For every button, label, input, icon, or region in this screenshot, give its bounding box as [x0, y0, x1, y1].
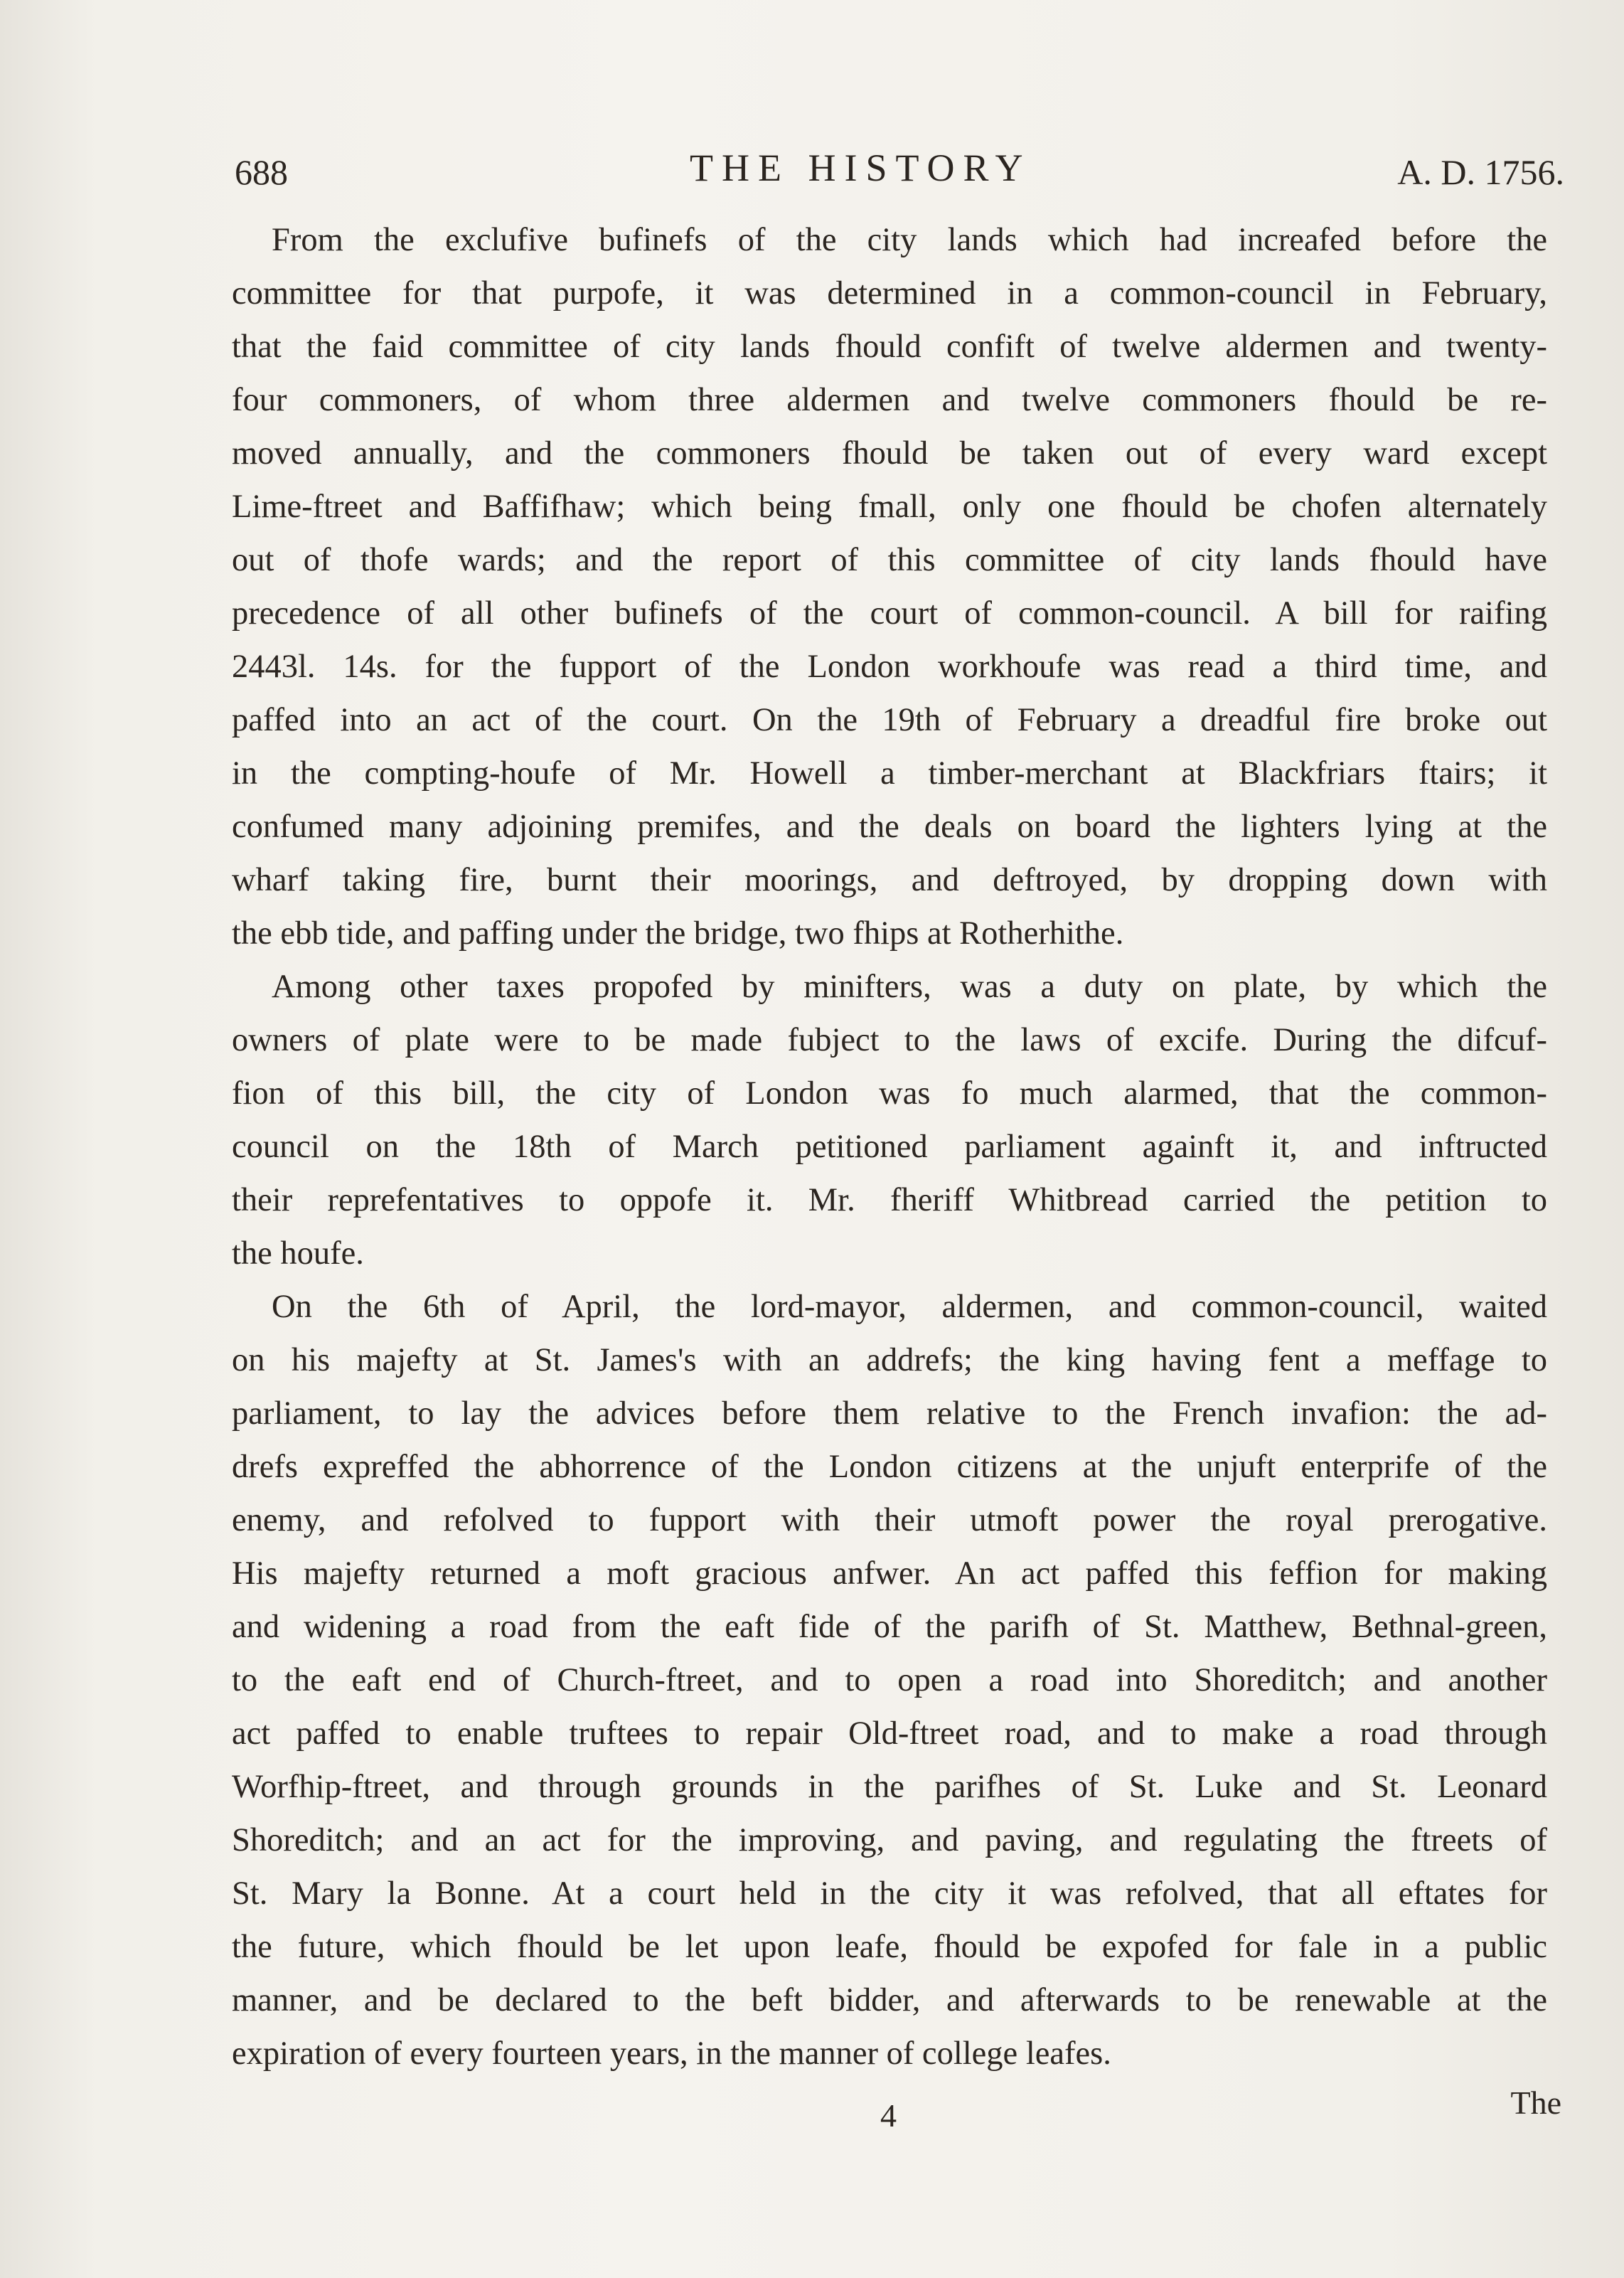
text-line: 2443l. 14s. for the fupport of the London workhoufe was read a third time, and	[232, 649, 1547, 685]
text-line: St. Mary la Bonne. At a court held in the city it was refolved, that all eftates for	[232, 1875, 1547, 1912]
running-title: THE HISTORY	[690, 147, 1032, 189]
year-heading: A. D. 1756.	[1397, 152, 1564, 192]
text-line: On the 6th of April, the lord-mayor, aldermen, and common-council, waited	[272, 1289, 1547, 1325]
text-line: in the compting-houfe of Mr. Howell a timber-merchant at Blackfriars ftairs; it	[232, 755, 1547, 792]
body-text	[232, 213, 1547, 2080]
text-line: council on the 18th of March petitioned parliament againft it, and inftructed	[232, 1129, 1547, 1165]
text-line: precedence of all other bufinefs of the court of common-council. A bill for raifing	[232, 595, 1547, 632]
text-line: enemy, and refolved to fupport with their utmoft power the royal prerogative.	[232, 1502, 1547, 1538]
text-line: committee for that purpofe, it was determined in a common-council in February,	[232, 275, 1547, 312]
catchword: The	[1510, 2085, 1561, 2121]
text-line: paffed into an act of the court. On the 19th of February a dreadful fire broke out	[232, 702, 1547, 738]
text-line: four commoners, of whom three aldermen and twelve commoners fhould be re-	[232, 382, 1547, 418]
text-line: manner, and be declared to the beft bidder, and afterwards to be renewable at the	[232, 1982, 1547, 2018]
text-line: moved annually, and the commoners fhould be taken out of every ward except	[232, 435, 1547, 472]
paragraph-address-to-king	[232, 1280, 1547, 2080]
signature-mark: 4	[880, 2097, 897, 2134]
text-line: parliament, to lay the advices before them relative to the French invafion: the ad-	[232, 1395, 1547, 1432]
text-line: Lime-ftreet and Baffifhaw; which being fmall, only one fhould be chofen alternately	[232, 489, 1547, 525]
text-line: Worfhip-ftreet, and through grounds in the parifhes of St. Luke and St. Leonard	[232, 1769, 1547, 1805]
text-line: the ebb tide, and paffing under the bridge, two fhips at Rotherhithe.	[232, 915, 1124, 952]
text-line: to the eaft end of Church-ftreet, and to open a road into Shoreditch; and another	[232, 1662, 1547, 1698]
page-footer	[235, 2084, 1561, 2141]
text-line: His majefty returned a moft gracious anfwer. An act paffed this feffion for making	[232, 1555, 1547, 1592]
text-line: act paffed to enable truftees to repair Old-ftreet road, and to make a road through	[232, 1715, 1547, 1752]
text-line: Shoreditch; and an act for the improving, and paving, and regulating the ftreets of	[232, 1822, 1547, 1858]
paragraph-plate-duty	[232, 960, 1547, 1280]
page-number: 688	[235, 152, 288, 192]
text-line: fion of this bill, the city of London was fo much alarmed, that the common-	[232, 1075, 1547, 1112]
text-line: confumed many adjoining premifes, and the deals on board the lighters lying at the	[232, 809, 1547, 845]
paragraph-city-lands	[232, 213, 1547, 960]
text-line: expiration of every fourteen years, in the manner of college leafes.	[232, 2035, 1111, 2072]
text-line: owners of plate were to be made fubject to the laws of excife. During the difcuf-	[232, 1022, 1547, 1058]
text-line: Among other taxes propofed by minifters, was a duty on plate, by which the	[272, 969, 1547, 1005]
text-line: From the exclufive bufinefs of the city lands which had increafed before the	[272, 222, 1547, 258]
text-line: and widening a road from the eaft fide of the parifh of St. Matthew, Bethnal-green,	[232, 1609, 1547, 1645]
text-line: on his majefty at St. James's with an addrefs; the king having fent a meffage to	[232, 1342, 1547, 1378]
text-line: out of thofe wards; and the report of this committee of city lands fhould have	[232, 542, 1547, 578]
text-line: wharf taking fire, burnt their moorings, and deftroyed, by dropping down with	[232, 862, 1547, 898]
text-line: drefs expreffed the abhorrence of the London citizens at the unjuft enterprife of the	[232, 1449, 1547, 1485]
text-line: that the faid committee of city lands fhould confift of twelve aldermen and twenty-	[232, 329, 1547, 365]
text-line: the houfe.	[232, 1235, 364, 1272]
text-line: the future, which fhould be let upon leafe, fhould be expofed for fale in a public	[232, 1929, 1547, 1965]
text-line: their reprefentatives to oppofe it. Mr. fheriff Whitbread carried the petition to	[232, 1182, 1547, 1218]
running-head	[235, 146, 1564, 203]
